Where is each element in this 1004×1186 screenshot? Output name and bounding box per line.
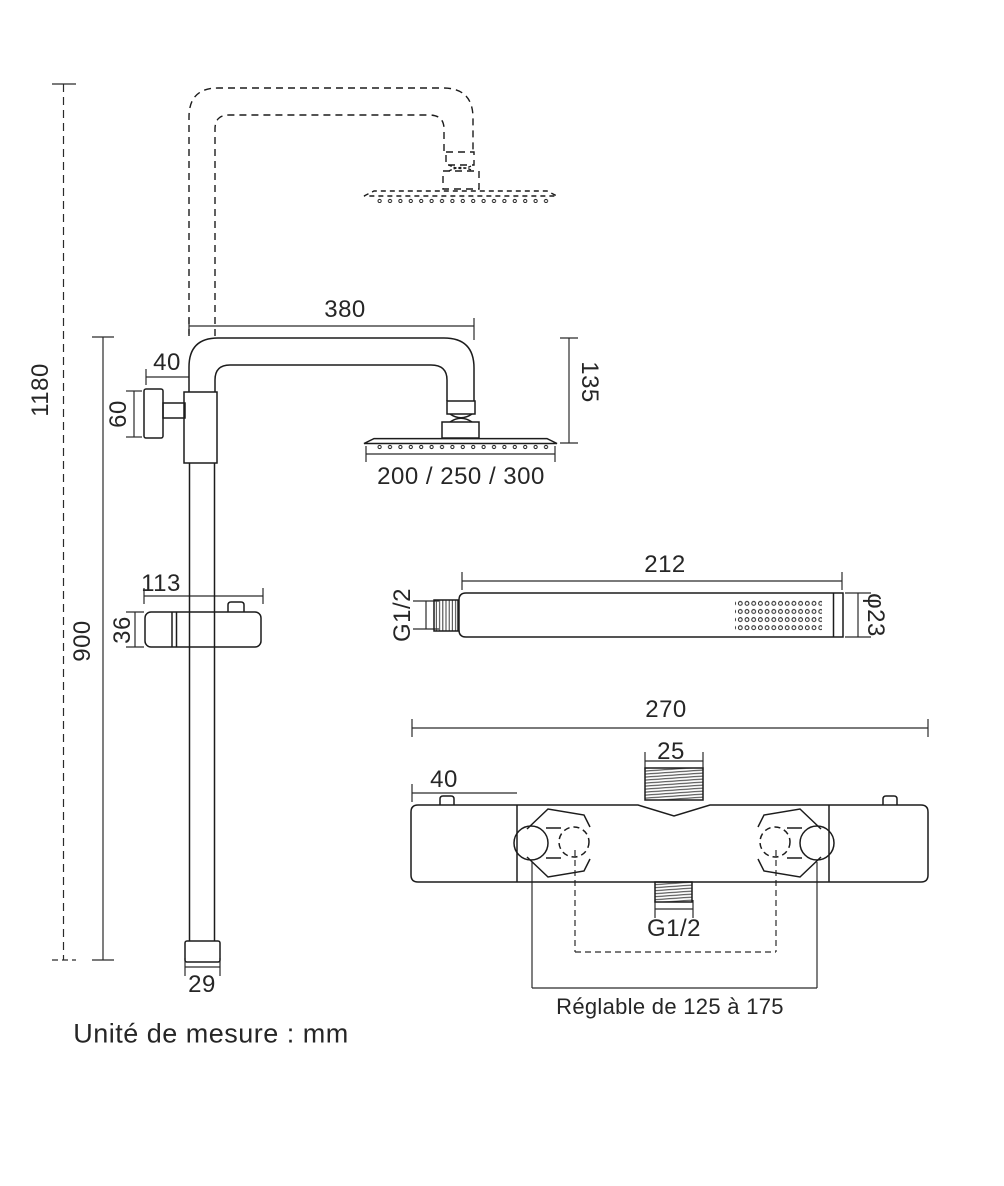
dim-label-mixer-top-thread: 25: [657, 738, 685, 765]
wand-thread: [434, 600, 458, 631]
dim-label-rail-height: 900: [69, 620, 96, 662]
dim-label-wand-diameter: φ23: [862, 593, 889, 637]
mixer-right-handle: [758, 809, 834, 877]
dim-label-head-drop: 135: [576, 361, 603, 403]
slider-release-button: [228, 602, 244, 612]
mixer-bottom-thread: [655, 882, 692, 902]
shower-arm-raised-ghost: [189, 88, 557, 336]
unit-note: Unité de mesure : mm: [73, 1018, 349, 1049]
dim-total-height-line: [52, 84, 76, 960]
dim-label-mixer-width: 270: [645, 696, 687, 723]
rain-head-nozzles-ghost: [373, 197, 549, 203]
dim-label-total-height: 1180: [27, 363, 54, 417]
shower-column: [144, 389, 261, 962]
dim-label-mixer-bottom-thread: G1/2: [646, 915, 702, 942]
dim-label-arm-reach: 380: [324, 296, 366, 323]
dim-label-wand-length: 212: [644, 551, 686, 578]
dimension-lines: [52, 84, 928, 988]
mixer-top-thread: [645, 768, 703, 800]
head-mount: [442, 422, 479, 438]
dim-label-bracket-offset: 40: [153, 349, 181, 376]
dim-label-end-cap: 29: [188, 971, 216, 998]
mixer-body: [411, 805, 928, 882]
dim-label-mixer-offset: 40: [430, 766, 458, 793]
mixer-left-handle: [514, 809, 590, 877]
mixer-top-tab-right: [883, 796, 897, 805]
slider-holder: [145, 602, 261, 647]
dim-mixer-offset-line: [412, 784, 517, 802]
shower-arm-lowered: [189, 338, 557, 444]
arm-connector: [447, 401, 475, 414]
column-housing: [184, 392, 217, 463]
rain-head-nozzles: [373, 444, 549, 450]
dim-label-head-diameters: 200 / 250 / 300: [377, 463, 545, 490]
swivel-joint: [450, 414, 472, 422]
mixer-valve: [411, 768, 928, 902]
mixer-adjustable-note: Réglable de 125 à 175: [556, 994, 784, 1019]
dim-label-slider-width: 113: [141, 570, 181, 597]
rail-end-cap: [185, 941, 220, 962]
rain-head: [364, 439, 557, 444]
dim-label-wand-thread: G1/2: [389, 587, 416, 643]
bracket-stub: [163, 403, 185, 418]
wand-spray-face: [735, 598, 822, 632]
dim-label-slider-height: 36: [109, 616, 136, 644]
dim-label-bracket-height: 60: [105, 400, 132, 428]
mixer-top-tab-left: [440, 796, 454, 805]
wall-bracket: [144, 389, 163, 438]
